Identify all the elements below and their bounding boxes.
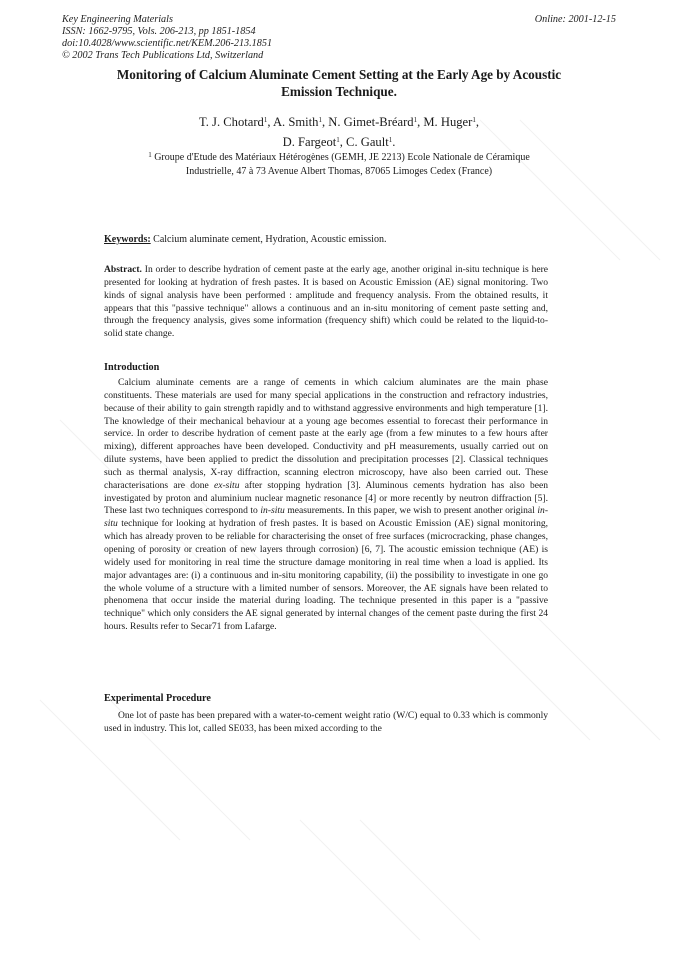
copyright-line: © 2002 Trans Tech Publications Ltd, Switzerland	[62, 50, 264, 61]
journal-name: Key Engineering Materials	[62, 14, 173, 25]
author: T. J. Chotard	[199, 115, 264, 129]
journal-header	[62, 14, 272, 62]
keywords-text: Calcium aluminate cement, Hydration, Acoustic emission.	[153, 234, 387, 245]
experimental-body: One lot of paste has been prepared with a water-to-cement weight ratio (W/C) equal to 0.33 which is commonly used in industry. This lot, called SE033, has been mixed according to the	[104, 710, 548, 734]
author: N. Gimet-Bréard	[328, 115, 414, 129]
doi-line: doi:10.4028/www.scientific.net/KEM.206-213.1851	[62, 38, 273, 49]
abstract-text: In order to describe hydration of cement paste at the early age, another original in-situ technique is here presented for looking at hydration of fresh pastes. It is based on Acoustic Emission (AE) signal monitoring. Two kinds of signal analysis have been performed : amplitude and frequency analysis. From the obtained results, it appears that this "passive technique" allows a continuous and an in-situ monitoring of cement paste setting and, through the frequency analysis, gives some information (frequency shift) which could be related to the liquid-to-solid state change.	[104, 264, 548, 340]
author-line-1: T. J. Chotard$^1$, A. Smith$^1$, N. Gimet-Bréard$^1$, M. Huger$^1$,	[199, 115, 479, 129]
experimental-heading: Experimental Procedure	[104, 693, 211, 704]
paper-title: Monitoring of Calcium Aluminate Cement Setting at the Early Age by Acoustic Emission Technique.	[116, 67, 562, 99]
issn-line: ISSN: 1662-9795, Vols. 206-213, pp 1851-1854	[62, 26, 256, 37]
introduction-body: Calcium aluminate cements are a range of cements in which calcium aluminates are the main phase constituents. These materials are used for many special applications in the construction and refractory industries, because of their ability to gain strength rapidly and to withstand aggressive environments and high temperature [1]. The knowledge of their mechanical behaviour at a young age becomes essential to forecast their performance in service. In order to describe hydration of cement paste at the early age (from a few minutes to a few hours after mixing), different approaches have been developed. Conductivity and pH measurements, usually carried out on dilute systems, have been applied to predict the dissolution and precipitation processes [2]. Classical techniques such as thermal analysis, X-ray diffraction, scanning electron microscopy, have also been carried out. These characterisations are done ex-situ after stopping hydration [3]. Aluminous cements hydration has also been investigated by proton and aluminium nuclear magnetic resonance [4] or more recently by neutron diffraction [5]. These last two techniques correspond to in-situ measurements. In this paper, we wish to present another original in-situ technique for looking at hydration of fresh pastes. It is based on Acoustic Emission (AE) signal monitoring, which has already proven to be reliable for characterising the onset of free surfaces (microcracking, phase changes, opening of porosity or creation of new layers through corrosion) [6, 7]. The acoustic emission technique (AE) is widely used for monitoring in real time the structure damage monitoring in real time when a load is applied. Its major advantages are: (i) a continuous and in-situ monitoring capability, (ii) the possibility to investigate in one go the whole volume of a structure with a limited number of sensors. Moreover, the AE signals have been related to phenomena that occur inside the material during loading. The technique presented in this paper is a "passive technique" which only considers the AE signal generated by internal changes of the cement paste during the first 24 hours. Results refer to Secar71 from Lafarge.	[104, 377, 548, 633]
keywords-label: Keywords:	[104, 234, 151, 245]
abstract-label: Abstract.	[104, 264, 142, 275]
abstract	[104, 264, 548, 341]
author: A. Smith	[272, 115, 319, 129]
author-line-2: D. Fargeot$^1$, C. Gault$^1$.	[282, 135, 396, 149]
keywords	[104, 234, 386, 245]
author: C. Gault	[346, 135, 389, 149]
introduction-heading: Introduction	[104, 362, 160, 373]
author-list	[100, 112, 578, 152]
affiliation: $^1$ Groupe d'Etude des Matériaux Hétérogènes (GEMH, JE 2213) Ecole Nationale de Céramique Industrielle, 47 à 73 Avenue Albert Thomas, 87065 Limoges Cedex (France)	[148, 151, 530, 177]
online-date: Online: 2001-12-15	[534, 14, 616, 25]
author: M. Huger	[423, 115, 473, 129]
author: D. Fargeot	[282, 135, 337, 149]
